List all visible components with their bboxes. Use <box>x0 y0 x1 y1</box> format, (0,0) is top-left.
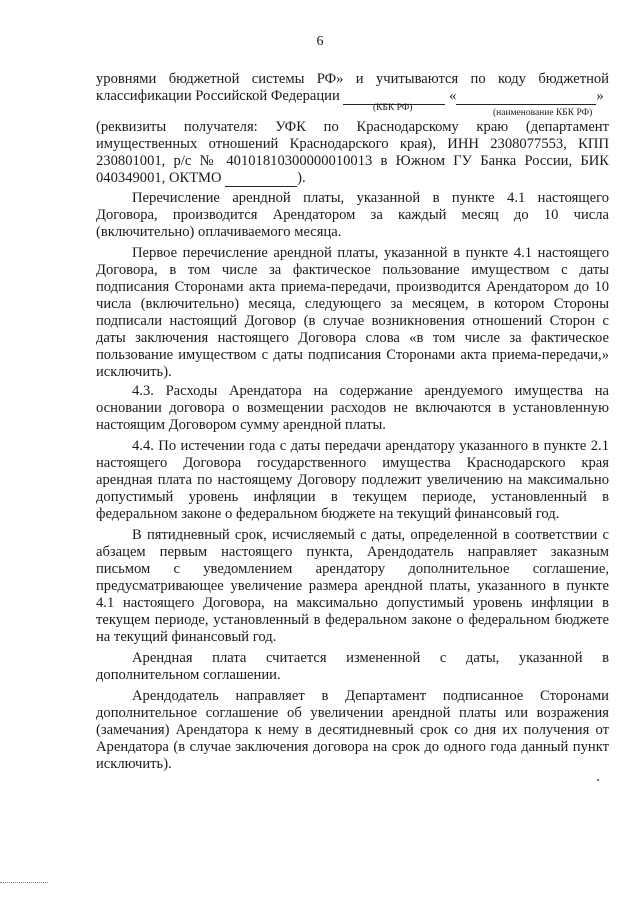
text-line: (замечания) Арендатора к нему в десятидневный срок со дня их получения от <box>96 722 609 738</box>
text-line: уровнями бюджетной системы РФ» и учитываются по коду бюджетной <box>96 71 609 87</box>
text-line: (реквизиты получателя: УФК по Краснодарскому краю (департамент <box>96 119 609 135</box>
text-line: Перечисление арендной платы, указанной в пункте 4.1 настоящего <box>132 190 609 206</box>
text-line: В пятидневный срок, исчисляемый с даты, определенной в соответствии с <box>132 527 609 543</box>
text-line: числа (включительно) месяца, следующего за месяцем, в котором Стороны <box>96 296 609 312</box>
text-line: Арендная плата считается измененной с даты, указанной в <box>132 650 609 666</box>
bottom-edge-rule <box>0 882 48 883</box>
text-line: подписания Сторонами акта приема-передачи, производится Арендатором до 10 <box>96 279 609 295</box>
text-line: исключить). <box>96 364 172 380</box>
text-line: 4.3. Расходы Арендатора на содержание арендуемого имущества на <box>132 383 609 399</box>
text-line: абзацем первым настоящего пункта, Арендодатель направляет заказным <box>96 544 609 560</box>
oktmo-blank <box>225 172 297 187</box>
text-line: подписали настоящий Договор (в случае возникновения отношений Сторон с <box>96 313 609 329</box>
text-line: Договора, в том числе за фактическое пользование имуществом с даты <box>96 262 609 278</box>
kbk-name-blank <box>456 90 596 105</box>
text-line: допустимый уровень инфляции в текущем периоде, установленный в <box>96 489 609 505</box>
text-line: Арендодатель направляет в Департамент подписанное Сторонами <box>132 688 609 704</box>
text-line: классификации Российской Федерации « » <box>96 88 604 104</box>
text-line: текущем периоде, установленный в федеральном законе о федеральном бюджете <box>96 612 609 628</box>
text-line: 230801001, р/с № 40101810300000010013 в Южном ГУ Банка России, БИК <box>96 153 609 169</box>
scan-speck <box>597 779 599 781</box>
text-line: Договора, производится Арендатором за каждый месяц до 10 числа <box>96 207 609 223</box>
text-line: арендная плата по настоящему Договору подлежит увеличению на максимально <box>96 472 609 488</box>
text-line: Арендатора (в случае заключения договора на срок до одного года данный пункт <box>96 739 609 755</box>
caption-kbk-name: (наименование КБК РФ) <box>493 108 593 118</box>
page-number: 6 <box>316 34 324 49</box>
text-line: на текущий финансовый год. <box>96 629 277 645</box>
text-line: дополнительное соглашение об увеличении арендной платы или возражения <box>96 705 609 721</box>
caption-kbk: (КБК РФ) <box>373 103 413 113</box>
text-line: настоящего Договора государственного имущества Краснодарского края <box>96 455 609 471</box>
text-line: (включительно) оплачиваемого месяца. <box>96 224 342 240</box>
text-line: 4.4. По истечении года с даты передачи арендатору указанного в пункте 2.1 <box>132 438 609 454</box>
text-line: предусматривающее увеличение размера арендной платы, указанного в пункте <box>96 578 609 594</box>
text-line: основании договора о возмещении расходов не включаются в установленную <box>96 400 609 416</box>
text-line: пользование имуществом с даты подписания Сторонами акта приема-передачи,» <box>96 347 609 363</box>
text-line: Первое перечисление арендной платы, указанной в пункте 4.1 настоящего <box>132 245 609 261</box>
text-line: письмом с уведомлением арендатору дополнительное соглашение, <box>96 561 609 577</box>
text-line: 4.1 настоящего Договора, на максимально допустимый уровень инфляции в <box>96 595 609 611</box>
text-line: дополнительном соглашении. <box>96 667 281 683</box>
text-line: настоящим Договором сумму арендной платы. <box>96 417 386 433</box>
text-line: даты заключения настоящего Договора слова «в том числе за фактическое <box>96 330 609 346</box>
text-line: исключить). <box>96 756 172 772</box>
text-line: имущественных отношений Краснодарского края), ИНН 2308077553, КПП <box>96 136 609 152</box>
text-line: федеральном законе о федеральном бюджете на текущий финансовый год. <box>96 506 560 522</box>
text-line: 040349001, ОКТМО ). <box>96 170 306 186</box>
